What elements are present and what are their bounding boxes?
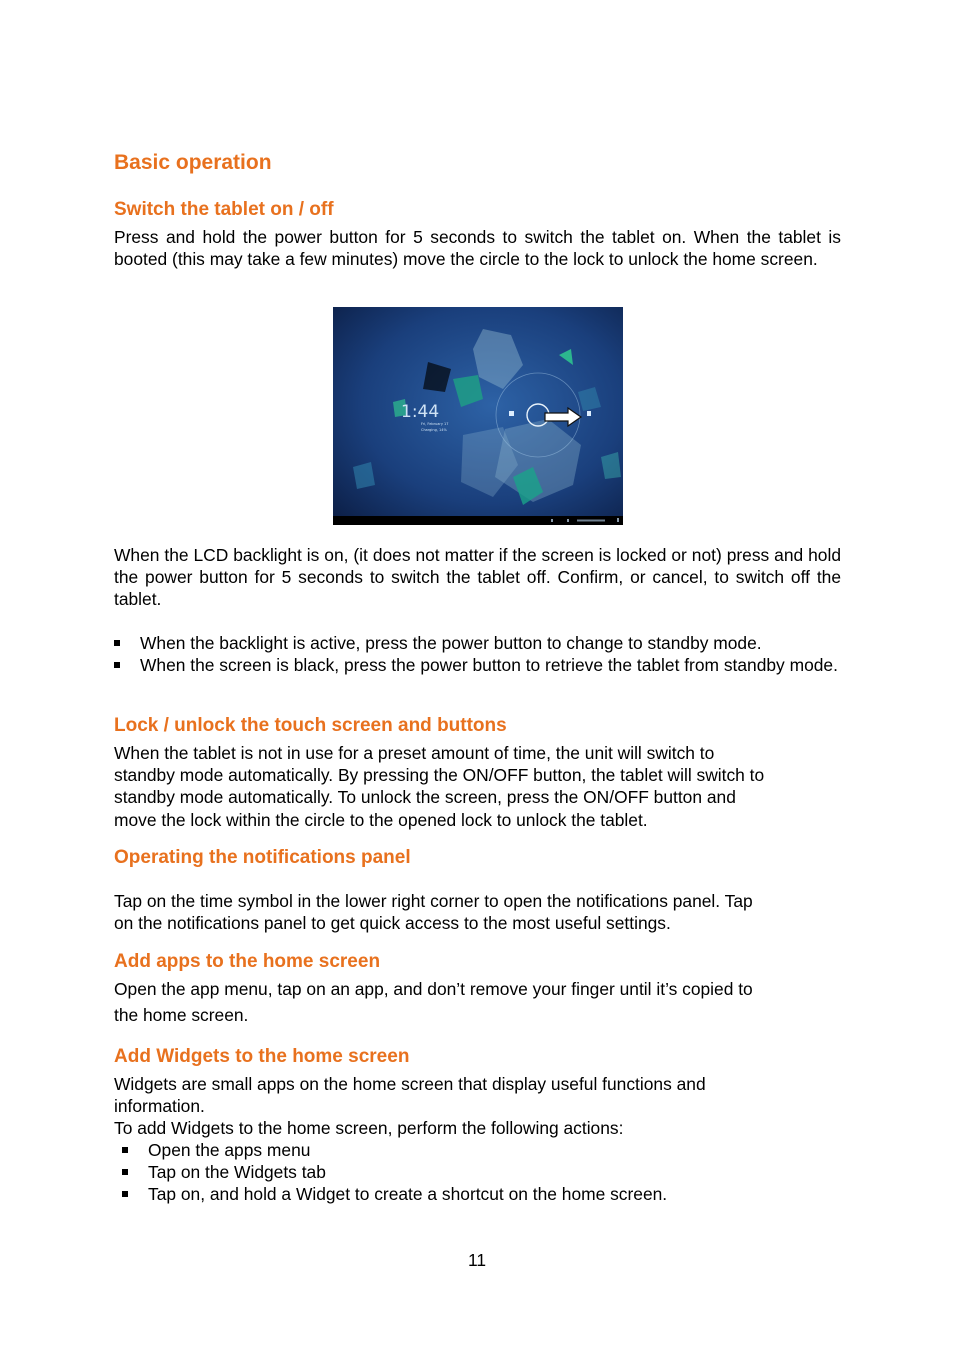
list-item: Tap on the Widgets tab: [122, 1161, 822, 1183]
section-heading: Basic operation: [114, 151, 272, 174]
apps-paragraph: Open the app menu, tap on an app, and don’t remove your finger until it’s copied to the home screen.: [114, 979, 753, 1025]
subheading-widgets: Add Widgets to the home screen: [114, 1046, 410, 1067]
page-number: 11: [467, 1250, 487, 1270]
charging-status: Charging, 14%: [421, 428, 447, 432]
clock-date: Fri, February 17: [421, 422, 449, 426]
clock-time: 1:44: [401, 402, 440, 422]
switch-paragraph-2: When the LCD backlight is on, (it does not matter if the screen is locked or not) press and hold the power button for 5 seconds to switch the tablet off. Confirm, or cancel, to switch off the tablet.: [114, 545, 841, 609]
subheading-switch: Switch the tablet on / off: [114, 199, 334, 220]
battery-icon: [617, 518, 619, 522]
bullet-icon: [122, 1147, 128, 1153]
subheading-lock: Lock / unlock the touch screen and buttons: [114, 715, 507, 736]
subheading-apps: Add apps to the home screen: [114, 951, 381, 972]
list-item: When the screen is black, press the power button to retrieve the tablet from standby mode.: [114, 654, 841, 676]
camera-icon: [509, 411, 514, 416]
lock-paragraph: When the tablet is not in use for a preset amount of time, the unit will switch to standby mode automatically. By pressing the ON/OFF button, the tablet will switch to standby mode automatically. To unlock the screen, press the ON/OFF button and move the lock within the circle to the opened lock to unlock the tablet.: [114, 743, 765, 830]
lock-screen-screenshot: [333, 307, 623, 525]
list-item: Open the apps menu: [122, 1139, 822, 1161]
status-clock-text: [577, 520, 605, 522]
subheading-notifications: Operating the notifications panel: [114, 847, 411, 868]
list-item: When the backlight is active, press the power button to change to standby mode.: [114, 632, 841, 654]
bullet-icon: [114, 640, 120, 646]
bullet-icon: [122, 1191, 128, 1197]
bullet-icon: [114, 662, 120, 668]
lock-icon: [587, 411, 591, 416]
notifications-paragraph: Tap on the time symbol in the lower right corner to open the notifications panel. Tap on the notifications panel to get quick access to the most useful settings.: [114, 891, 753, 933]
status-icon: [551, 519, 553, 522]
status-icon: [567, 519, 569, 522]
widgets-paragraph: Widgets are small apps on the home screen that display useful functions and information. To add Widgets to the home screen, perform the following actions:: [114, 1074, 706, 1138]
list-item: Tap on, and hold a Widget to create a shortcut on the home screen.: [122, 1183, 822, 1205]
bullet-icon: [122, 1169, 128, 1175]
switch-paragraph-1: Press and hold the power button for 5 seconds to switch the tablet on. When the tablet is booted (this may take a few minutes) move the circle to the lock to unlock the home screen.: [114, 227, 841, 269]
